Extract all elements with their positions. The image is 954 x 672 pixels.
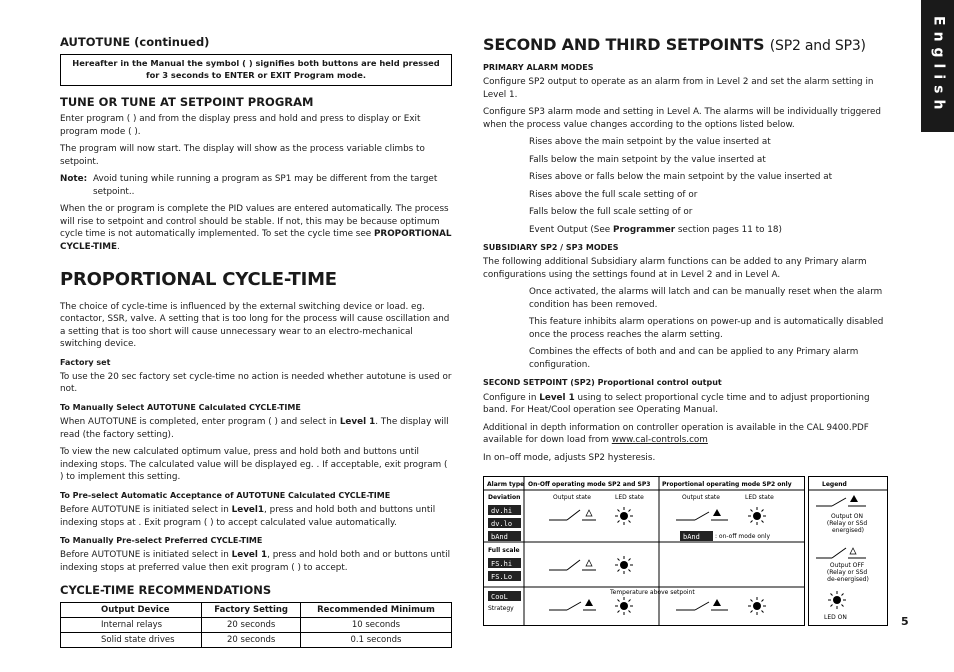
output-state-label: Output state xyxy=(553,494,591,501)
preselect-pref-text-c: , press and hold both and or buttons until indexing stops at preferred value then exit program ( ) to accept. xyxy=(60,550,451,573)
second-text-a: Configure in xyxy=(483,392,537,403)
second-paragraph-3: In on–off mode, adjusts SP2 hysteresis. xyxy=(483,452,656,463)
preselect-pref-text-a: Before AUTOTUNE is initiated select in xyxy=(60,550,229,561)
col-prop: Proportional operating mode SP2 only xyxy=(662,481,792,488)
preselect-auto-text-a: Before AUTOTUNE is initiated select in xyxy=(60,505,229,516)
strategy-label: Strategy xyxy=(488,605,514,612)
preselect-auto-heading: To Pre-select Automatic Acceptance of AUTOTUNE Calculated CYCLE-TIME xyxy=(60,490,391,500)
language-tab xyxy=(921,0,954,132)
led-state-label: LED state xyxy=(615,494,644,501)
alarm-option: Rises above the full scale setting of or xyxy=(529,189,698,200)
tune-paragraph-3: When the or program is complete the PID values are entered automatically. The process will rise to setpoint and control should be stable. If not, this may be because optimum cycle time is not automatically implemented. To set the cycle time see PROPORTIONAL CYCLE-TIME. xyxy=(60,204,452,252)
alarm-option-event xyxy=(529,224,893,236)
preselect-pref-heading: To Manually Pre-select Preferred CYCLE-TIME xyxy=(60,535,263,545)
table-row xyxy=(61,632,452,647)
second-level: Level 1 xyxy=(539,392,575,403)
tune-paragraph-3-text: When the or program is complete the PID values are entered automatically. The process will rise to setpoint and control should be stable. If not, this may be because optimum cycle time is not automatically implemented. To set the cycle time see xyxy=(60,204,449,240)
tune-note xyxy=(60,173,452,198)
left-column xyxy=(60,34,452,648)
subsidiary-paragraph: The following additional Subsidiary alarm functions can be added to any Primary alarm configurations using the settings found at in Level 2 and in Level A. xyxy=(483,257,867,280)
table-header: Recommended Minimum xyxy=(300,602,451,617)
table-header: Factory Setting xyxy=(202,602,301,617)
prop-cycle-ref: PROPORTIONAL CYCLE-TIME xyxy=(60,229,452,252)
language-tab-text: English xyxy=(930,16,947,116)
event-programmer: Programmer xyxy=(613,224,676,235)
manual-select-paragraph-2: To view the new calculated optimum value, press and hold both and buttons until indexing stops. The calculated value will be displayed eg. . If acceptable, exit program ( ) to implement this setting. xyxy=(60,447,448,483)
alarm-option: Falls below the full scale setting of or xyxy=(529,207,693,218)
switch-closed-icon xyxy=(676,599,728,610)
lcd-dvhi: dv.hi xyxy=(491,507,513,515)
preselect-pref-paragraph xyxy=(60,549,452,574)
preselect-auto-paragraph xyxy=(60,504,452,529)
table-cell: 20 seconds xyxy=(202,617,301,632)
right-column xyxy=(483,34,893,469)
preselect-auto-text-c: , press and hold both and buttons until indexing stops at . Exit program ( ) to accept calculated value automatically. xyxy=(60,505,436,528)
led-on-icon xyxy=(615,597,633,615)
legend-on: Output ON (Relay or SSd energised) xyxy=(826,513,868,534)
fullscale-label: Full scale xyxy=(488,547,520,554)
table-header-row xyxy=(61,602,452,617)
manual-select-text-a: When AUTOTUNE is completed, enter program ( ) and select in xyxy=(60,417,338,428)
legend-led-on: LED ON xyxy=(824,614,847,621)
output-state-label: Output state xyxy=(682,494,720,501)
manual-select-paragraph-1 xyxy=(60,416,452,441)
alarm-option: Rises above or falls below the main setpoint by the value inserted at xyxy=(529,172,833,183)
primary-paragraph-2: Configure SP3 alarm mode and setting in Level A. The alarms will be individually triggered when the process value changes according to the options listed below. xyxy=(483,107,881,130)
col-onoff: On-Off operating mode SP2 and SP3 xyxy=(528,481,651,488)
legend-led-on-icon xyxy=(828,591,846,609)
setpoints-heading-main: SECOND AND THIRD SETPOINTS xyxy=(483,35,765,54)
setpoints-heading-paren: (SP2 and SP3) xyxy=(769,38,866,54)
setpoints-heading xyxy=(483,34,893,57)
legend-off: Output OFF (Relay or SSd de-energised) xyxy=(826,562,869,583)
band-note: : on-off mode only xyxy=(715,533,771,540)
lcd-band-note: bAnd xyxy=(683,533,700,541)
alarm-option: Falls below the main setpoint by the value inserted at xyxy=(529,154,766,165)
factory-set-paragraph: To use the 20 sec factory set cycle-time no action is needed whether autotune is used or not. xyxy=(60,371,452,395)
lcd-dvlo: dv.lo xyxy=(491,520,513,528)
preselect-pref-level: Level 1 xyxy=(231,550,268,561)
primary-alarm-heading: PRIMARY ALARM MODES xyxy=(483,62,594,72)
legend-switch-closed-icon xyxy=(816,495,866,506)
manual-select-heading: To Manually Select AUTOTUNE Calculated CYCLE-TIME xyxy=(60,402,301,412)
subsidiary-option: This feature inhibits alarm operations on power-up and is automatically disabled once the process reaches the alarm setting. xyxy=(529,317,884,340)
subsidiary-option: Combines the effects of both and and can be applied to any Primary alarm configuration. xyxy=(529,347,859,370)
table-cell: 10 seconds xyxy=(300,617,451,632)
program-mode-notebox: Hereafter in the Manual the symbol ( ) signifies both buttons are held pressed for 3 seconds to ENTER or EXIT Program mode. xyxy=(60,54,452,86)
second-setpoint-heading: SECOND SETPOINT (SP2) Proportional control output xyxy=(483,378,722,388)
subsidiary-heading: SUBSIDIARY SP2 / SP3 MODES xyxy=(483,243,619,253)
led-on-icon xyxy=(615,507,633,525)
note-label: Note: xyxy=(60,174,88,185)
second-text-2: Additional in depth information on controller operation is available in the CAL 9400.PDF available for down load from xyxy=(483,422,869,446)
lcd-fshi: FS.hi xyxy=(491,560,513,568)
led-on-icon xyxy=(615,556,633,574)
recommend-heading: CYCLE-TIME RECOMMENDATIONS xyxy=(60,583,272,598)
event-text-a: Event Output (See xyxy=(529,224,611,235)
cycle-time-table xyxy=(60,602,452,648)
legend-title: Legend xyxy=(822,481,847,488)
switch-closed-icon xyxy=(676,509,728,520)
second-text-c: using to select proportional cycle time and to adjust proportioning band. For Heat/Cool operation see Operating Manual. xyxy=(483,392,870,416)
led-on-icon xyxy=(748,597,766,615)
note-text: Avoid tuning while running a program as SP1 may be different from the target setpoint.. xyxy=(93,174,438,197)
manual-select-level: Level 1 xyxy=(339,417,376,428)
table-cell: 0.1 seconds xyxy=(300,632,451,647)
primary-paragraph-1: Configure SP2 output to operate as an alarm from in Level 2 and set the alarm setting in Level 1. xyxy=(483,77,874,100)
subsidiary-option: Once activated, the alarms will latch and can be manually reset when the alarm condition has been removed. xyxy=(529,287,883,310)
preselect-auto-level: Level1 xyxy=(231,505,265,516)
legend-box xyxy=(808,476,888,626)
prop-cycle-heading: PROPORTIONAL CYCLE-TIME xyxy=(60,269,337,291)
event-text-c: section pages 11 to 18) xyxy=(677,224,782,235)
table-row xyxy=(61,617,452,632)
factory-set-heading: Factory set xyxy=(60,357,111,367)
manual-select-text-c: . The display will read (the factory setting). xyxy=(60,417,449,440)
led-on-icon xyxy=(748,507,766,525)
deviation-label: Deviation xyxy=(488,494,521,501)
cal-controls-link[interactable]: www.cal-controls.com xyxy=(611,435,708,446)
tune-paragraph-1: Enter program ( ) and from the display press and hold and press to display or Exit program mode ( ). xyxy=(60,114,421,137)
switch-open-icon xyxy=(549,560,596,570)
lcd-band: bAnd xyxy=(491,533,508,541)
second-paragraph-2 xyxy=(483,422,893,447)
legend-switch-open-icon xyxy=(816,548,866,558)
alarm-option: Rises above the main setpoint by the value inserted at xyxy=(529,137,771,148)
col-alarm-type: Alarm type xyxy=(487,481,525,488)
lcd-cool: CooL xyxy=(491,593,508,601)
page-number: 5 xyxy=(901,615,909,628)
lcd-fslo: FS.Lo xyxy=(491,573,513,581)
prop-cycle-paragraph: The choice of cycle-time is influenced by the external switching device or load. eg. contactor, SSR, valve. A setting that is too long for the process will cause oscillation and a setting that is too short will cause unnecessary wear to an electro-mechanical switching device. xyxy=(60,301,450,350)
second-paragraph-1 xyxy=(483,392,893,417)
switch-closed-icon xyxy=(549,599,596,610)
tune-paragraph-2: The program will now start. The display will show as the process variable climbs to setpoint. xyxy=(60,144,425,167)
temp-above-label: Temperature above setpoint xyxy=(610,589,695,596)
table-cell: Solid state drives xyxy=(61,632,202,647)
table-cell: Internal relays xyxy=(61,617,202,632)
switch-open-icon xyxy=(549,510,596,520)
alarm-diagram xyxy=(483,476,805,626)
tune-heading: TUNE OR TUNE AT SETPOINT PROGRAM xyxy=(60,94,314,109)
autotune-heading: AUTOTUNE (continued) xyxy=(60,35,210,49)
table-header: Output Device xyxy=(61,602,202,617)
table-cell: 20 seconds xyxy=(202,632,301,647)
led-state-label: LED state xyxy=(745,494,774,501)
